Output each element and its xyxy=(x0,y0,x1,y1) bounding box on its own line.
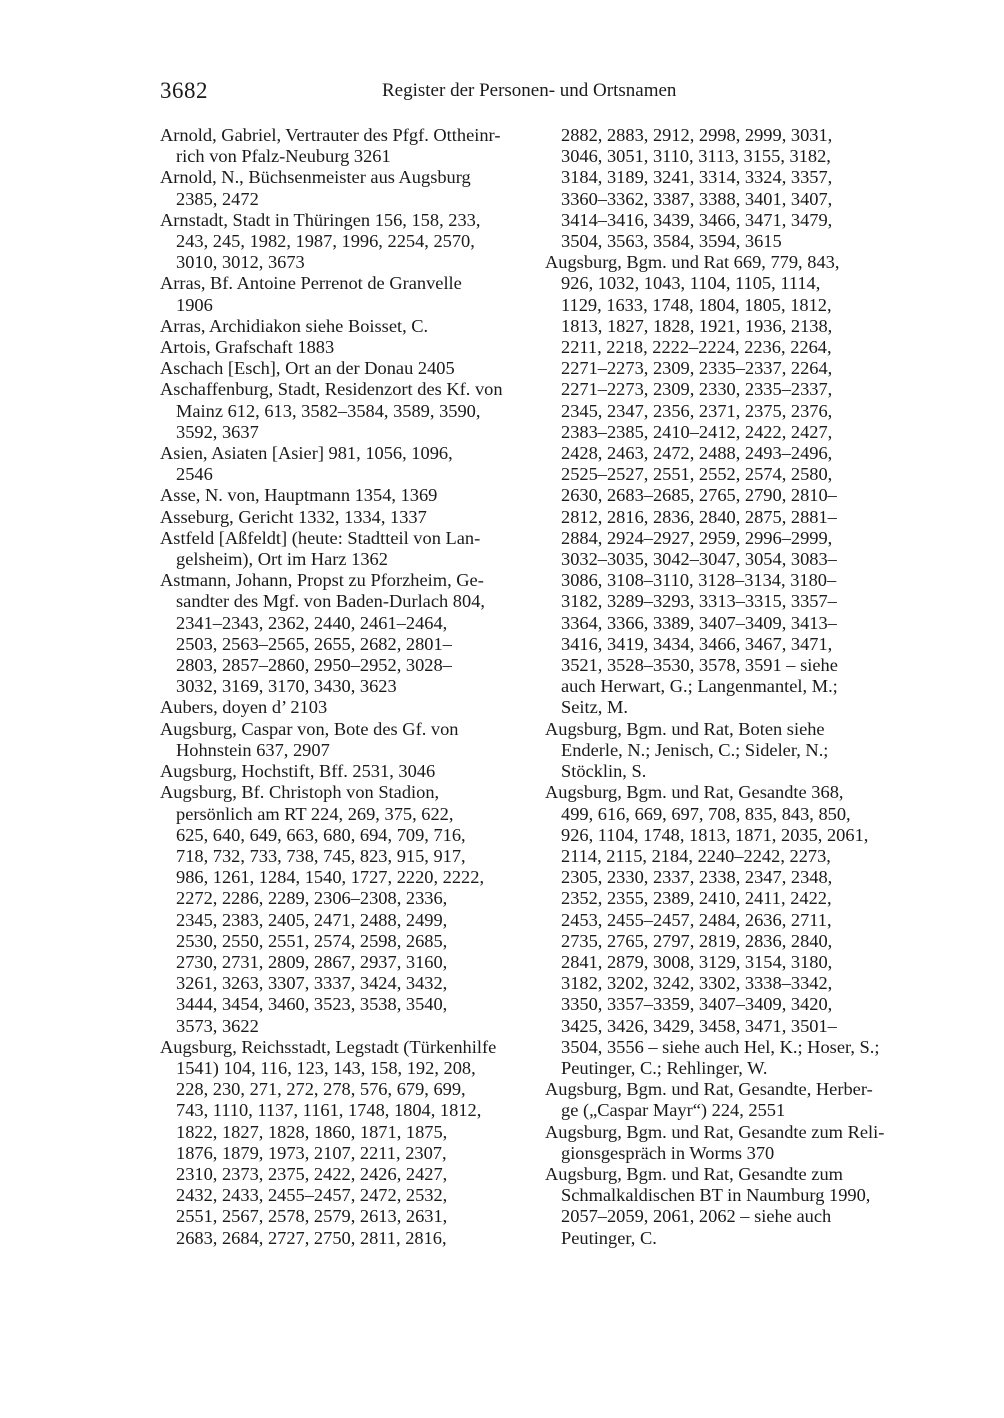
index-entry-line: Asseburg, Gericht 1332, 1334, 1337 xyxy=(160,506,427,527)
index-entry xyxy=(160,507,520,528)
index-entry-line: 2305, 2330, 2337, 2338, 2347, 2348, xyxy=(561,867,833,888)
index-entry-line: sandter des Mgf. von Baden-Durlach 804, xyxy=(176,591,485,612)
running-title: Register der Personen- und Ortsnamen xyxy=(382,80,677,101)
index-entry-line: 228, 230, 271, 272, 278, 576, 679, 699, xyxy=(176,1079,466,1100)
index-entry-line: 3364, 3366, 3389, 3407–3409, 3413– xyxy=(561,612,837,633)
index-entry xyxy=(160,1037,520,1249)
index-entry-line: Augsburg, Bgm. und Rat 669, 779, 843, xyxy=(545,252,840,273)
index-entry-line: Arnold, N., Büchsenmeister aus Augsburg xyxy=(160,167,471,188)
index-entry-line: 3350, 3357–3359, 3407–3409, 3420, xyxy=(561,994,833,1015)
index-entry-line: 2630, 2683–2685, 2765, 2790, 2810– xyxy=(561,485,837,506)
index-entry-line: 3184, 3189, 3241, 3314, 3324, 3357, xyxy=(561,167,833,188)
index-entry-line: 499, 616, 669, 697, 708, 835, 843, 850, xyxy=(561,803,851,824)
index-entry-line: 3521, 3528–3530, 3578, 3591 – siehe xyxy=(561,655,838,676)
index-entry-line: 2385, 2472 xyxy=(176,188,259,209)
index-entry-line: 926, 1032, 1043, 1104, 1105, 1114, xyxy=(561,273,821,294)
index-entry-line: Augsburg, Bgm. und Rat, Gesandte, Herber- xyxy=(545,1079,873,1100)
index-entry-line: 1129, 1633, 1748, 1804, 1805, 1812, xyxy=(561,294,832,315)
index-entry-line: 2428, 2463, 2472, 2488, 2493–2496, xyxy=(561,443,833,464)
index-entry-line: Augsburg, Bgm. und Rat, Boten siehe xyxy=(545,718,825,739)
index-entry-line: ge („Caspar Mayr“) 224, 2551 xyxy=(561,1100,786,1121)
index-entry-line: Astfeld [Aßfeldt] (heute: Stadtteil von Lan- xyxy=(160,527,481,548)
index-entry-line: Augsburg, Hochstift, Bff. 2531, 3046 xyxy=(160,761,436,782)
index-entry-line: Stöcklin, S. xyxy=(561,761,647,782)
index-entry-line: Arnold, Gabriel, Vertrauter des Pfgf. Ottheinr- xyxy=(160,125,501,145)
index-entry-line: 3032, 3169, 3170, 3430, 3623 xyxy=(176,676,397,697)
index-entry xyxy=(160,125,520,167)
index-entry-line: auch Herwart, G.; Langenmantel, M.; xyxy=(561,676,838,697)
page-header xyxy=(160,78,860,108)
index-entry-line: 3046, 3051, 3110, 3113, 3155, 3182, xyxy=(561,146,831,167)
index-entry-line: Augsburg, Bgm. und Rat, Gesandte zum Reli- xyxy=(545,1121,885,1142)
index-entry xyxy=(160,167,520,209)
index-entry-line: 3032–3035, 3042–3047, 3054, 3083– xyxy=(561,549,837,570)
index-entry-line: 2735, 2765, 2797, 2819, 2836, 2840, xyxy=(561,930,833,951)
index-entry-line: 2730, 2731, 2809, 2867, 2937, 3160, xyxy=(176,951,448,972)
index-entry xyxy=(160,273,520,315)
index-column-right xyxy=(545,125,905,1249)
index-entry-line: 2271–2273, 2309, 2335–2337, 2264, xyxy=(561,358,833,379)
index-entry-line: 1541) 104, 116, 123, 143, 158, 192, 208, xyxy=(176,1057,476,1078)
index-entry-line: 2841, 2879, 3008, 3129, 3154, 3180, xyxy=(561,951,833,972)
index-entry-line: Hohnstein 637, 2907 xyxy=(176,739,330,760)
index-entry-line: 986, 1261, 1284, 1540, 1727, 2220, 2222, xyxy=(176,867,485,888)
index-entry-line: 1822, 1827, 1828, 1860, 1871, 1875, xyxy=(176,1121,448,1142)
index-entry-line: 1876, 1879, 1973, 2107, 2211, 2307, xyxy=(176,1142,447,1163)
index-entry xyxy=(160,358,520,379)
index-entry-line: 2272, 2286, 2289, 2306–2308, 2336, xyxy=(176,888,448,909)
index-entry-line: 3261, 3263, 3307, 3337, 3424, 3432, xyxy=(176,973,448,994)
index-entry-line: 2530, 2550, 2551, 2574, 2598, 2685, xyxy=(176,930,448,951)
index-entry-line: Arras, Bf. Antoine Perrenot de Granvelle xyxy=(160,273,462,294)
index-entry xyxy=(160,782,520,1036)
index-column-left xyxy=(160,125,520,1249)
index-entry xyxy=(160,485,520,506)
index-entry xyxy=(545,1122,905,1164)
index-entry-line: Augsburg, Reichsstadt, Legstadt (Türkenhilfe xyxy=(160,1036,497,1057)
index-entry-line: 2683, 2684, 2727, 2750, 2811, 2816, xyxy=(176,1227,447,1248)
index-entry-line: Aschach [Esch], Ort an der Donau 2405 xyxy=(160,358,455,379)
index-entry xyxy=(160,719,520,761)
index-entry-line: 2882, 2883, 2912, 2998, 2999, 3031, xyxy=(561,125,833,145)
index-entry-line: gelsheim), Ort im Harz 1362 xyxy=(176,549,388,570)
index-entry-line: 2352, 2355, 2389, 2410, 2411, 2422, xyxy=(561,888,832,909)
index-entry-line: 1813, 1827, 1828, 1921, 1936, 2138, xyxy=(561,315,833,336)
index-entry xyxy=(160,337,520,358)
index-entry xyxy=(160,443,520,485)
index-entry-line: Asien, Asiaten [Asier] 981, 1056, 1096, xyxy=(160,443,453,464)
index-entry-line: Astmann, Johann, Propst zu Pforzheim, Ge- xyxy=(160,570,484,591)
index-entry-line: 3086, 3108–3110, 3128–3134, 3180– xyxy=(561,570,837,591)
index-entry-line: Peutinger, C.; Rehlinger, W. xyxy=(561,1057,768,1078)
index-entry-line: 3573, 3622 xyxy=(176,1015,259,1036)
index-entry-line: Artois, Grafschaft 1883 xyxy=(160,337,335,358)
index-entry-line: Schmalkaldischen BT in Naumburg 1990, xyxy=(561,1185,871,1206)
index-entry-line: 3360–3362, 3387, 3388, 3401, 3407, xyxy=(561,188,833,209)
index-entry xyxy=(160,379,520,443)
index-entry-line: Asse, N. von, Hauptmann 1354, 1369 xyxy=(160,485,438,506)
index-entry-line: 2803, 2857–2860, 2950–2952, 3028– xyxy=(176,655,452,676)
index-entry-line: 2211, 2218, 2222–2224, 2236, 2264, xyxy=(561,337,832,358)
index-entry-line: Seitz, M. xyxy=(561,697,628,718)
index-entry-line: Peutinger, C. xyxy=(561,1227,657,1248)
index-entry-line: 2503, 2563–2565, 2655, 2682, 2801– xyxy=(176,633,452,654)
index-entry-line: 625, 640, 649, 663, 680, 694, 709, 716, xyxy=(176,824,466,845)
index-entry-line: 2341–2343, 2362, 2440, 2461–2464, xyxy=(176,612,448,633)
index-entry-line: rich von Pfalz-Neuburg 3261 xyxy=(176,146,391,167)
index-entry-line: 3425, 3426, 3429, 3458, 3471, 3501– xyxy=(561,1015,837,1036)
index-entry xyxy=(160,697,520,718)
page-number: 3682 xyxy=(160,78,208,103)
index-entry-line: 2432, 2433, 2455–2457, 2472, 2532, xyxy=(176,1185,448,1206)
index-entry-line: Augsburg, Bgm. und Rat, Gesandte 368, xyxy=(545,782,844,803)
index-entry-line: Arras, Archidiakon siehe Boisset, C. xyxy=(160,315,429,336)
index-entry-line: 3592, 3637 xyxy=(176,421,259,442)
index-entry xyxy=(545,719,905,783)
index-entry xyxy=(545,782,905,1079)
index-entry xyxy=(545,1164,905,1249)
index-entry-line: 2057–2059, 2061, 2062 – siehe auch xyxy=(561,1206,832,1227)
index-entry-line: Aschaffenburg, Stadt, Residenzort des Kf. von xyxy=(160,379,503,400)
index-entry-line: 3414–3416, 3439, 3466, 3471, 3479, xyxy=(561,209,833,230)
index-entry-line: 243, 245, 1982, 1987, 1996, 2254, 2570, xyxy=(176,231,475,252)
index-entry-line: 2812, 2816, 2836, 2840, 2875, 2881– xyxy=(561,506,837,527)
index-entry-line: 3416, 3419, 3434, 3466, 3467, 3471, xyxy=(561,633,833,654)
index-entry xyxy=(160,316,520,337)
index-entry-line: 2345, 2383, 2405, 2471, 2488, 2499, xyxy=(176,909,448,930)
index-entry-line: 3182, 3289–3293, 3313–3315, 3357– xyxy=(561,591,837,612)
index-entry xyxy=(160,761,520,782)
index-entry-line: 1906 xyxy=(176,294,213,315)
index-entry-line: 3504, 3563, 3584, 3594, 3615 xyxy=(561,231,782,252)
index-entry xyxy=(545,1079,905,1121)
index-entry-line: Augsburg, Caspar von, Bote des Gf. von xyxy=(160,718,459,739)
index-entry-line: 2345, 2347, 2356, 2371, 2375, 2376, xyxy=(561,400,833,421)
index-entry-line: 3444, 3454, 3460, 3523, 3538, 3540, xyxy=(176,994,448,1015)
index-entry-line: 3504, 3556 – siehe auch Hel, K.; Hoser, S.; xyxy=(561,1036,880,1057)
index-entry-line: 3182, 3202, 3242, 3302, 3338–3342, xyxy=(561,973,833,994)
index-entry-line: 2884, 2924–2927, 2959, 2996–2999, xyxy=(561,527,833,548)
index-entry-line: 2383–2385, 2410–2412, 2422, 2427, xyxy=(561,421,833,442)
index-entry-line: Augsburg, Bf. Christoph von Stadion, xyxy=(160,782,440,803)
index-entry-line: 743, 1110, 1137, 1161, 1748, 1804, 1812, xyxy=(176,1100,482,1121)
index-entry-line: 2114, 2115, 2184, 2240–2242, 2273, xyxy=(561,845,831,866)
index-entry-line: 2551, 2567, 2578, 2579, 2613, 2631, xyxy=(176,1206,448,1227)
index-entry-line: 2271–2273, 2309, 2330, 2335–2337, xyxy=(561,379,833,400)
index-entry-line: 3010, 3012, 3673 xyxy=(176,252,305,273)
index-entry-line: 926, 1104, 1748, 1813, 1871, 2035, 2061, xyxy=(561,824,869,845)
index-entry-line: Aubers, doyen d’ 2103 xyxy=(160,697,328,718)
index-entry-line: Augsburg, Bgm. und Rat, Gesandte zum xyxy=(545,1163,843,1184)
index-entry-line: gionsgespräch in Worms 370 xyxy=(561,1142,775,1163)
index-entry-line: Arnstadt, Stadt in Thüringen 156, 158, 233, xyxy=(160,209,481,230)
index-entry-line: 2546 xyxy=(176,464,213,485)
index-entry xyxy=(160,528,520,570)
index-entry-line: Enderle, N.; Jenisch, C.; Sideler, N.; xyxy=(561,739,829,760)
index-entry xyxy=(160,210,520,274)
index-entry-line: 718, 732, 733, 738, 745, 823, 915, 917, xyxy=(176,845,466,866)
index-entry xyxy=(160,570,520,697)
index-entry-line: 2525–2527, 2551, 2552, 2574, 2580, xyxy=(561,464,833,485)
index-entry-line: 2453, 2455–2457, 2484, 2636, 2711, xyxy=(561,909,832,930)
index-entry-line: persönlich am RT 224, 269, 375, 622, xyxy=(176,803,454,824)
index-entry xyxy=(545,252,905,718)
index-entry xyxy=(545,125,905,252)
index-entry-line: 2310, 2373, 2375, 2422, 2426, 2427, xyxy=(176,1163,448,1184)
index-entry-line: Mainz 612, 613, 3582–3584, 3589, 3590, xyxy=(176,400,481,421)
